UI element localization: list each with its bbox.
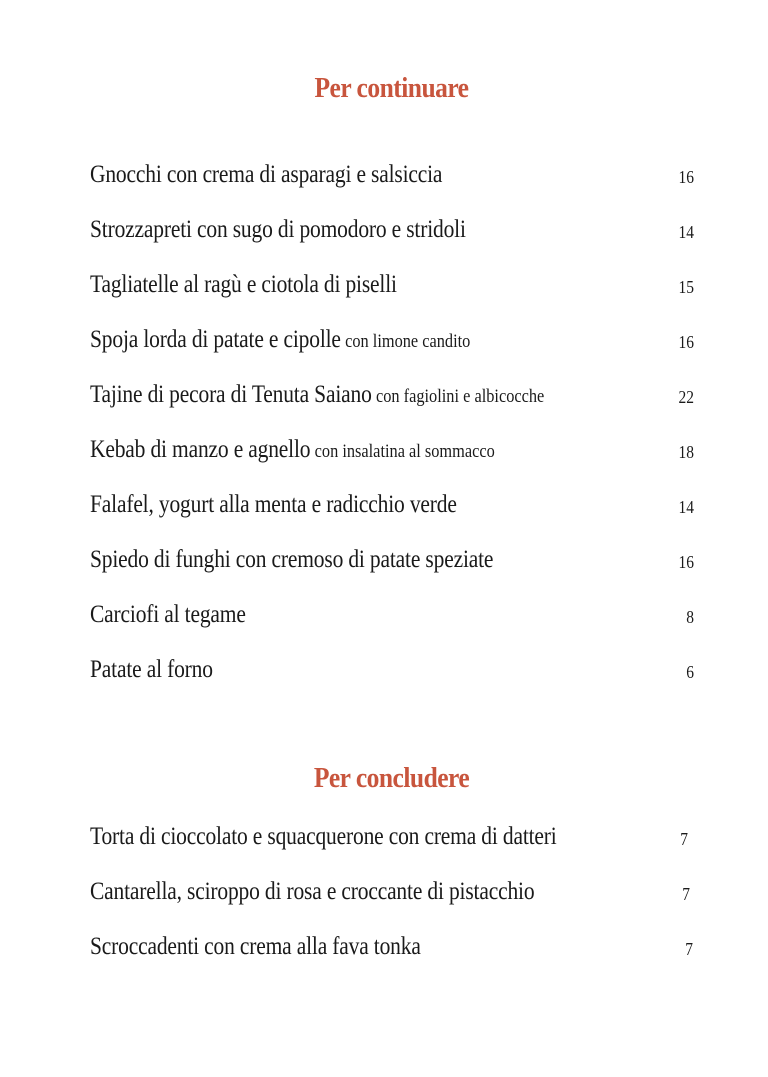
- dish-name-row: [90, 822, 557, 852]
- menu-item: [90, 877, 694, 932]
- dish-name: Gnocchi con crema di asparagi e salsiccia: [90, 161, 443, 188]
- menu-item: [90, 435, 694, 490]
- menu-item: [90, 270, 694, 325]
- dish-price: 15: [678, 277, 694, 297]
- dish-name: Tajine di pecora di Tenuta Saiano: [90, 381, 372, 408]
- menu-item: [90, 215, 694, 270]
- dish-price: 7: [682, 884, 690, 904]
- dish-name: Spoja lorda di patate e cipolle: [90, 326, 341, 353]
- menu-list-per-concludere: [90, 822, 694, 987]
- dish-name-row: [90, 380, 544, 412]
- section-title-per-concludere: Per concludere: [313, 762, 470, 794]
- dish-price: 16: [678, 552, 694, 572]
- dish-price: 22: [678, 387, 694, 407]
- menu-item: [90, 325, 694, 380]
- dish-price: 6: [686, 662, 694, 682]
- dish-name-row: [90, 600, 246, 630]
- dish-name: Torta di cioccolato e squacquerone con crema di datteri: [90, 823, 557, 850]
- dish-name: Patate al forno: [90, 656, 213, 683]
- dish-note: con fagiolini e albicocche: [375, 386, 545, 407]
- dish-name-row: [90, 270, 397, 300]
- dish-name-row: [90, 545, 493, 575]
- dish-name: Spiedo di funghi con cremoso di patate speziate: [90, 546, 494, 573]
- dish-note: con limone candito: [345, 331, 471, 352]
- dish-name: Strozzapreti con sugo di pomodoro e stridoli: [90, 216, 466, 243]
- dish-name: Scroccadenti con crema alla fava tonka: [90, 933, 421, 960]
- menu-item: [90, 822, 694, 877]
- dish-name-row: [90, 435, 495, 467]
- dish-name: Kebab di manzo e agnello: [90, 436, 311, 463]
- dish-name: Tagliatelle al ragù e ciotola di piselli: [90, 271, 397, 298]
- menu-item: [90, 932, 694, 987]
- section-title-per-continuare: Per continuare: [314, 72, 469, 104]
- dish-note: con insalatina al sommacco: [314, 441, 495, 462]
- dish-name-row: [90, 325, 470, 357]
- menu-item: [90, 160, 694, 215]
- dish-name-row: [90, 877, 534, 907]
- dish-name: Falafel, yogurt alla menta e radicchio verde: [90, 491, 457, 518]
- dish-name-row: [90, 215, 466, 245]
- dish-name-row: [90, 655, 213, 685]
- dish-price: 8: [686, 607, 694, 627]
- dish-price: 18: [678, 442, 694, 462]
- menu-list-per-continuare: [90, 160, 694, 710]
- menu-item: [90, 600, 694, 655]
- dish-name-row: [90, 932, 421, 962]
- menu-item: [90, 380, 694, 435]
- menu-item: [90, 655, 694, 710]
- dish-price: 16: [678, 332, 694, 352]
- menu-item: [90, 490, 694, 545]
- dish-price: 14: [678, 497, 694, 517]
- dish-name: Carciofi al tegame: [90, 601, 246, 628]
- dish-name: Cantarella, sciroppo di rosa e croccante di pistacchio: [90, 878, 535, 905]
- dish-name-row: [90, 160, 442, 190]
- dish-price: 7: [680, 829, 688, 849]
- dish-price: 14: [678, 222, 694, 242]
- menu-item: [90, 545, 694, 600]
- dish-name-row: [90, 490, 457, 520]
- dish-price: 7: [685, 939, 693, 959]
- dish-price: 16: [678, 167, 694, 187]
